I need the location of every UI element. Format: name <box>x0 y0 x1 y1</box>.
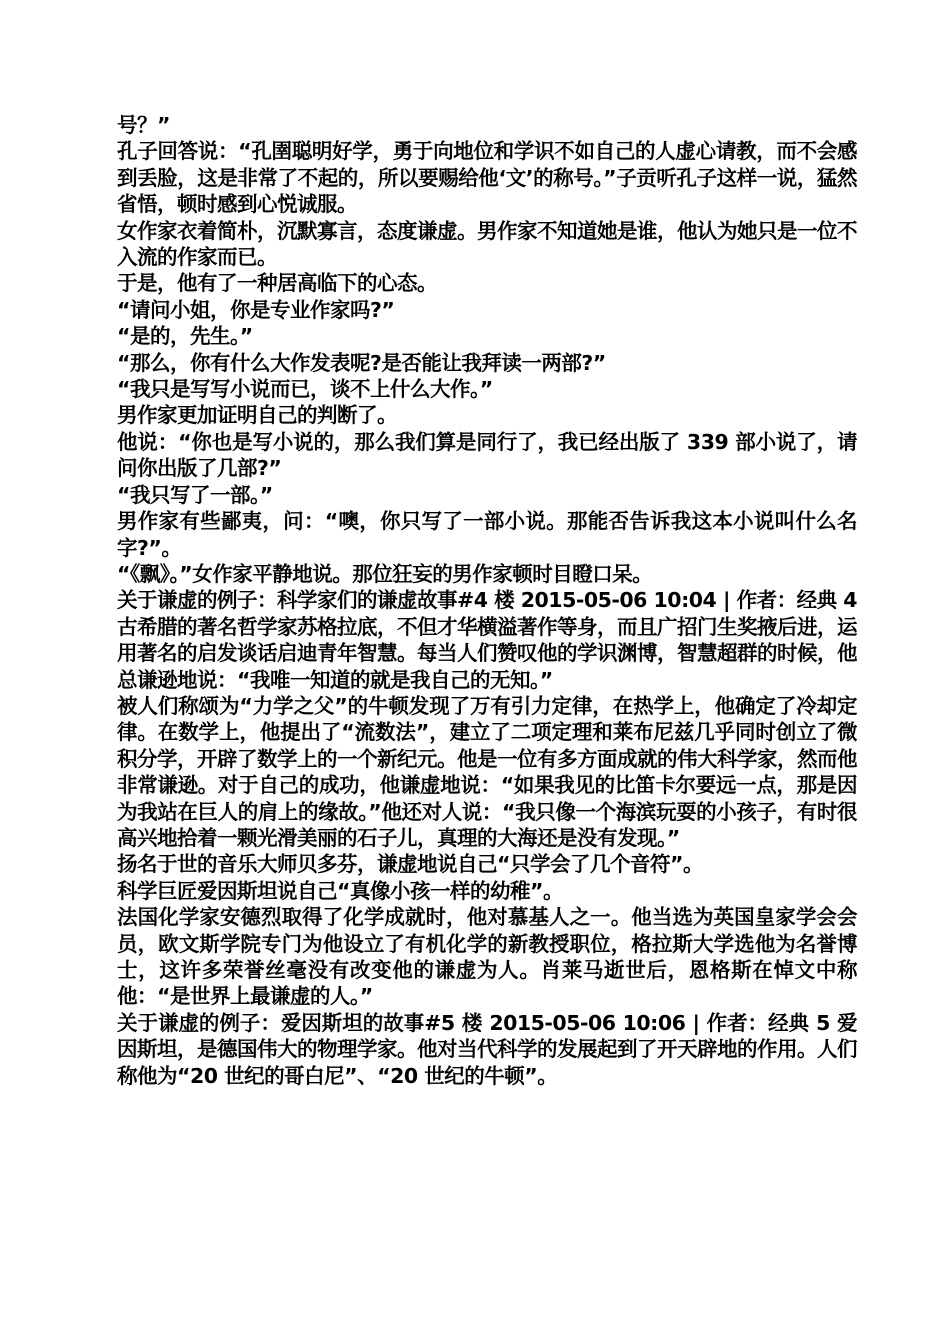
paragraph: 于是，他有了一种居高临下的心态。 <box>117 271 437 296</box>
paragraph: 他说：“你也是写小说的，那么我们算是同行了，我已经出版了 339 部小说了，请问你出版了几部?” <box>117 429 857 481</box>
paragraph: “我只写了一部。” <box>117 482 273 507</box>
paragraph: “请问小姐，你是专业作家吗?” <box>117 297 395 322</box>
paragraph: 法国化学家安德烈取得了化学成就时，他对慕基人之一。他当选为英国皇家学会会员，欧文斯学院专门为他设立了有机化学的新教授职位，格拉斯大学选他为名誉博士，这许多荣誉丝毫没有改变他的谦虚为人。肖莱马逝世后，恩格斯在悼文中称他：“是世界上最谦虚的人。” <box>117 905 857 1009</box>
paragraph: 号？” <box>117 113 170 137</box>
paragraph: “那么，你有什么大作发表呢?是否能让我拜读一两部?” <box>117 350 606 375</box>
paragraph: 女作家衣着简朴，沉默寡言，态度谦虚。男作家不知道她是谁，他认为她只是一位不入流的作家而已。 <box>117 218 857 270</box>
paragraph: 科学巨匠爱因斯坦说自己“真像小孩一样的幼稚”。 <box>117 878 563 903</box>
paragraph: “我只是写写小说而已，谈不上什么大作。” <box>117 377 493 402</box>
paragraph: “《飘》。”女作家平静地说。那位狂妄的男作家顿时目瞪口呆。 <box>117 561 653 586</box>
paragraph: 关于谦虚的例子：爱因斯坦的故事#5 楼 2015-05-06 10:06 | 作者：经典 5 爱因斯坦，是德国伟大的物理学家。他对当代科学的发展起到了开天辟地的作用。人们称他为“20 世纪的哥白尼”、“20 世纪的牛顿”。 <box>117 1010 857 1088</box>
paragraph: 孔子回答说：“孔圉聪明好学，勇于向地位和学识不如自己的人虚心请教，而不会感到丢脸，这是非常了不起的，所以要赐给他‘文’的称号。”子贡听孔子这样一说，猛然省悟，顿时感到心悦诚服。 <box>117 139 857 217</box>
paragraph: 关于谦虚的例子：科学家们的谦虚故事#4 楼 2015-05-06 10:04 | 作者：经典 4 古希腊的著名哲学家苏格拉底，不但才华横溢著作等身，而且广招门生奖掖后进，运用著名的启发谈话启迪青年智慧。每当人们赞叹他的学识渊博，智慧超群的时候，他总谦逊地说：“我唯一知道的就是我自己的无知。” <box>117 588 857 692</box>
document-body <box>117 112 857 1089</box>
paragraph: 被人们称颂为“力学之父”的牛顿发现了万有引力定律，在热学上，他确定了冷却定律。在数学上，他提出了“流数法”，建立了二项定理和莱布尼兹几乎同时创立了微积分学，开辟了数学上的一个新纪元。他是一位有多方面成就的伟大科学家，然而他非常谦逊。对于自己的成功，他谦虚地说：“如果我见的比笛卡尔要远一点，那是因为我站在巨人的肩上的缘故。”他还对人说：“我只像一个海滨玩耍的小孩子，有时很高兴地拾着一颗光滑美丽的石子儿，真理的大海还是没有发现。” <box>117 693 857 850</box>
paragraph: 男作家更加证明自己的判断了。 <box>117 403 397 428</box>
paragraph: 扬名于世的音乐大师贝多芬，谦虚地说自己“只学会了几个音符”。 <box>117 852 703 877</box>
paragraph: “是的，先生。” <box>117 324 253 349</box>
paragraph: 男作家有些鄙夷，问：“噢，你只写了一部小说。那能否告诉我这本小说叫什么名字?”。 <box>117 509 857 560</box>
